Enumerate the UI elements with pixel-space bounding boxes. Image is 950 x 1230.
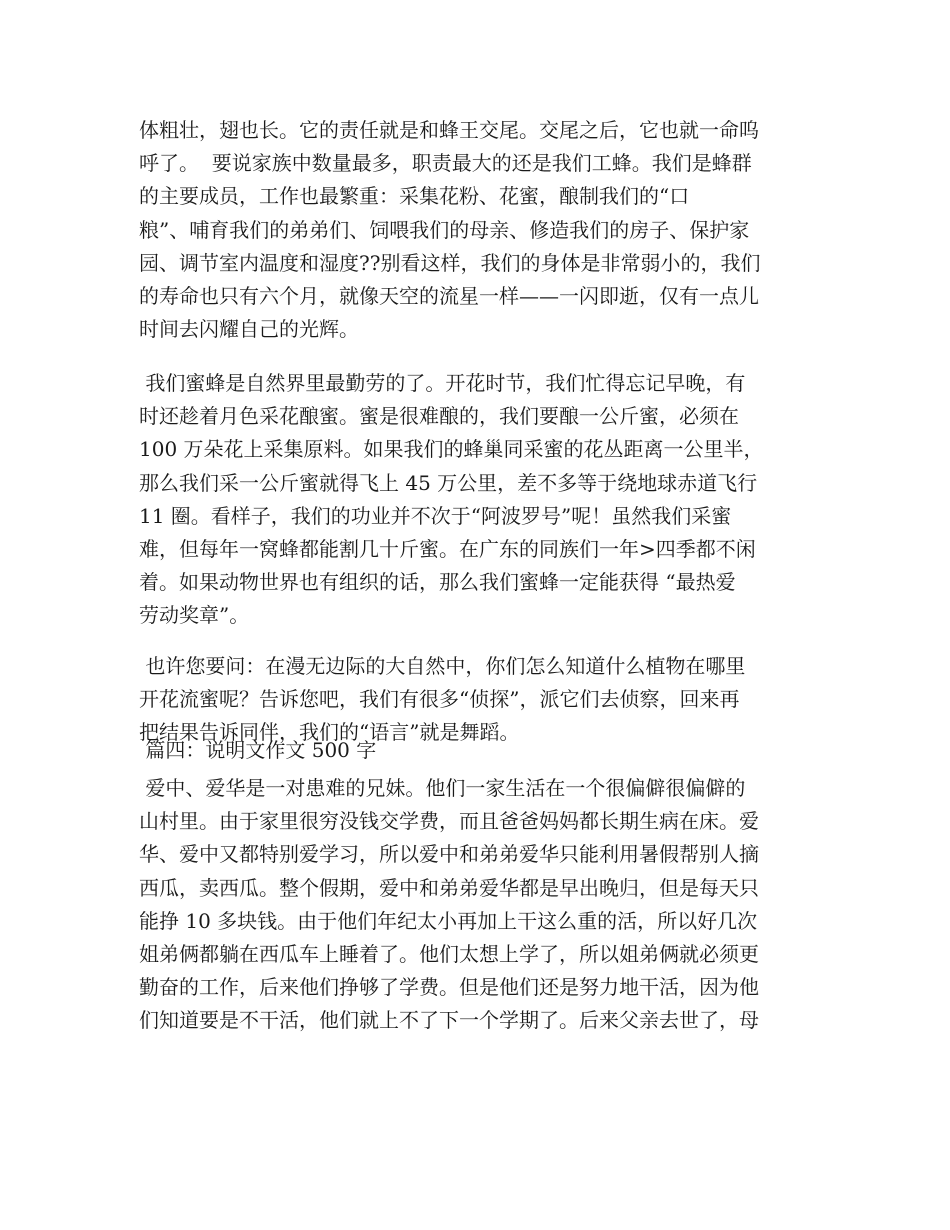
text-line: 我们蜜蜂是自然界里最勤劳的了。开花时节，我们忙得忘记早晚，有 — [139, 371, 746, 395]
text-line: 也许您要问：在漫无边际的大自然中，你们怎么知道什么植物在哪里 — [139, 654, 746, 678]
text-line: 姐弟俩都躺在西瓜车上睡着了。他们太想上学了，所以姐弟俩就必须更 — [139, 941, 759, 966]
text-line: 难，但每年一窝蜂都能割几十斤蜜。在广东的同族们一年>四季都不闲 — [139, 536, 756, 561]
paragraph-siblings-story — [139, 772, 819, 1038]
text-line: 100 万朵花上采集原料。如果我们的蜂巢同采蜜的花丛距离一公里半， — [139, 437, 764, 462]
text-line: 把结果告诉同伴，我们的“语言”就是舞蹈。 — [139, 720, 520, 745]
text-line: 时间去闪耀自己的光辉。 — [139, 317, 359, 342]
text-line: 爱中、爱华是一对患难的兄妹。他们一家生活在一个很偏僻很偏僻的 — [139, 776, 746, 800]
heading-line: 篇四：说明文作文 500 字 — [139, 738, 377, 762]
text-line: 能挣 10 多块钱。由于他们年纪太小再加上干这么重的活，所以好几次 — [139, 908, 758, 933]
text-line: 山村里。由于家里很穷没钱交学费，而且爸爸妈妈都长期生病在床。爱 — [139, 809, 759, 834]
text-line: 粮”、哺育我们的弟弟们、饲喂我们的母亲、修造我们的房子、保护家 — [139, 217, 750, 242]
section-heading — [139, 734, 819, 767]
text-line: 体粗壮，翅也长。它的责任就是和蜂王交尾。交尾之后，它也就一命呜 — [139, 118, 759, 142]
text-line: 勤奋的工作，后来他们挣够了学费。但是他们还是努力地干活，因为他 — [139, 975, 759, 1000]
paragraph-drone-and-worker-bees — [139, 114, 819, 346]
text-line: 园、调节室内温度和湿度??别看这样，我们的身体是非常弱小的，我们 — [139, 250, 761, 275]
text-line: 劳动奖章”。 — [139, 603, 250, 628]
text-line: 开花流蜜呢？告诉您吧，我们有很多“侦探”，派它们去侦察，回来再 — [139, 687, 740, 712]
paragraph-hardworking-bees — [139, 367, 819, 633]
text-line: 的主要成员，工作也最繁重：采集花粉、花蜜，酿制我们的“口 — [139, 184, 690, 209]
text-line: 西瓜，卖西瓜。整个假期，爱中和弟弟爱华都是早出晚归，但是每天只 — [139, 875, 759, 900]
text-line: 们知道要是不干活，他们就上不了下一个学期了。后来父亲去世了，母 — [139, 1008, 759, 1033]
text-line: 的寿命也只有六个月，就像天空的流星一样——一闪即逝，仅有一点儿 — [139, 283, 759, 308]
text-line: 着。如果动物世界也有组织的话，那么我们蜜蜂一定能获得 “最热爱 — [139, 570, 736, 595]
text-line: 呼了。 要说家族中数量最多，职责最大的还是我们工蜂。我们是蜂群 — [139, 151, 752, 176]
text-line: 那么我们采一公斤蜜就得飞上 45 万公里，差不多等于绕地球赤道飞行 — [139, 470, 758, 495]
text-line: 时还趁着月色采花酿蜜。蜜是很难酿的，我们要酿一公斤蜜，必须在 — [139, 404, 739, 429]
text-line: 华、爱中又都特别爱学习，所以爱中和弟弟爱华只能利用暑假帮别人摘 — [139, 842, 759, 867]
text-line: 11 圈。看样子，我们的功业并不次于“阿波罗号”呢！虽然我们采蜜 — [139, 503, 732, 528]
